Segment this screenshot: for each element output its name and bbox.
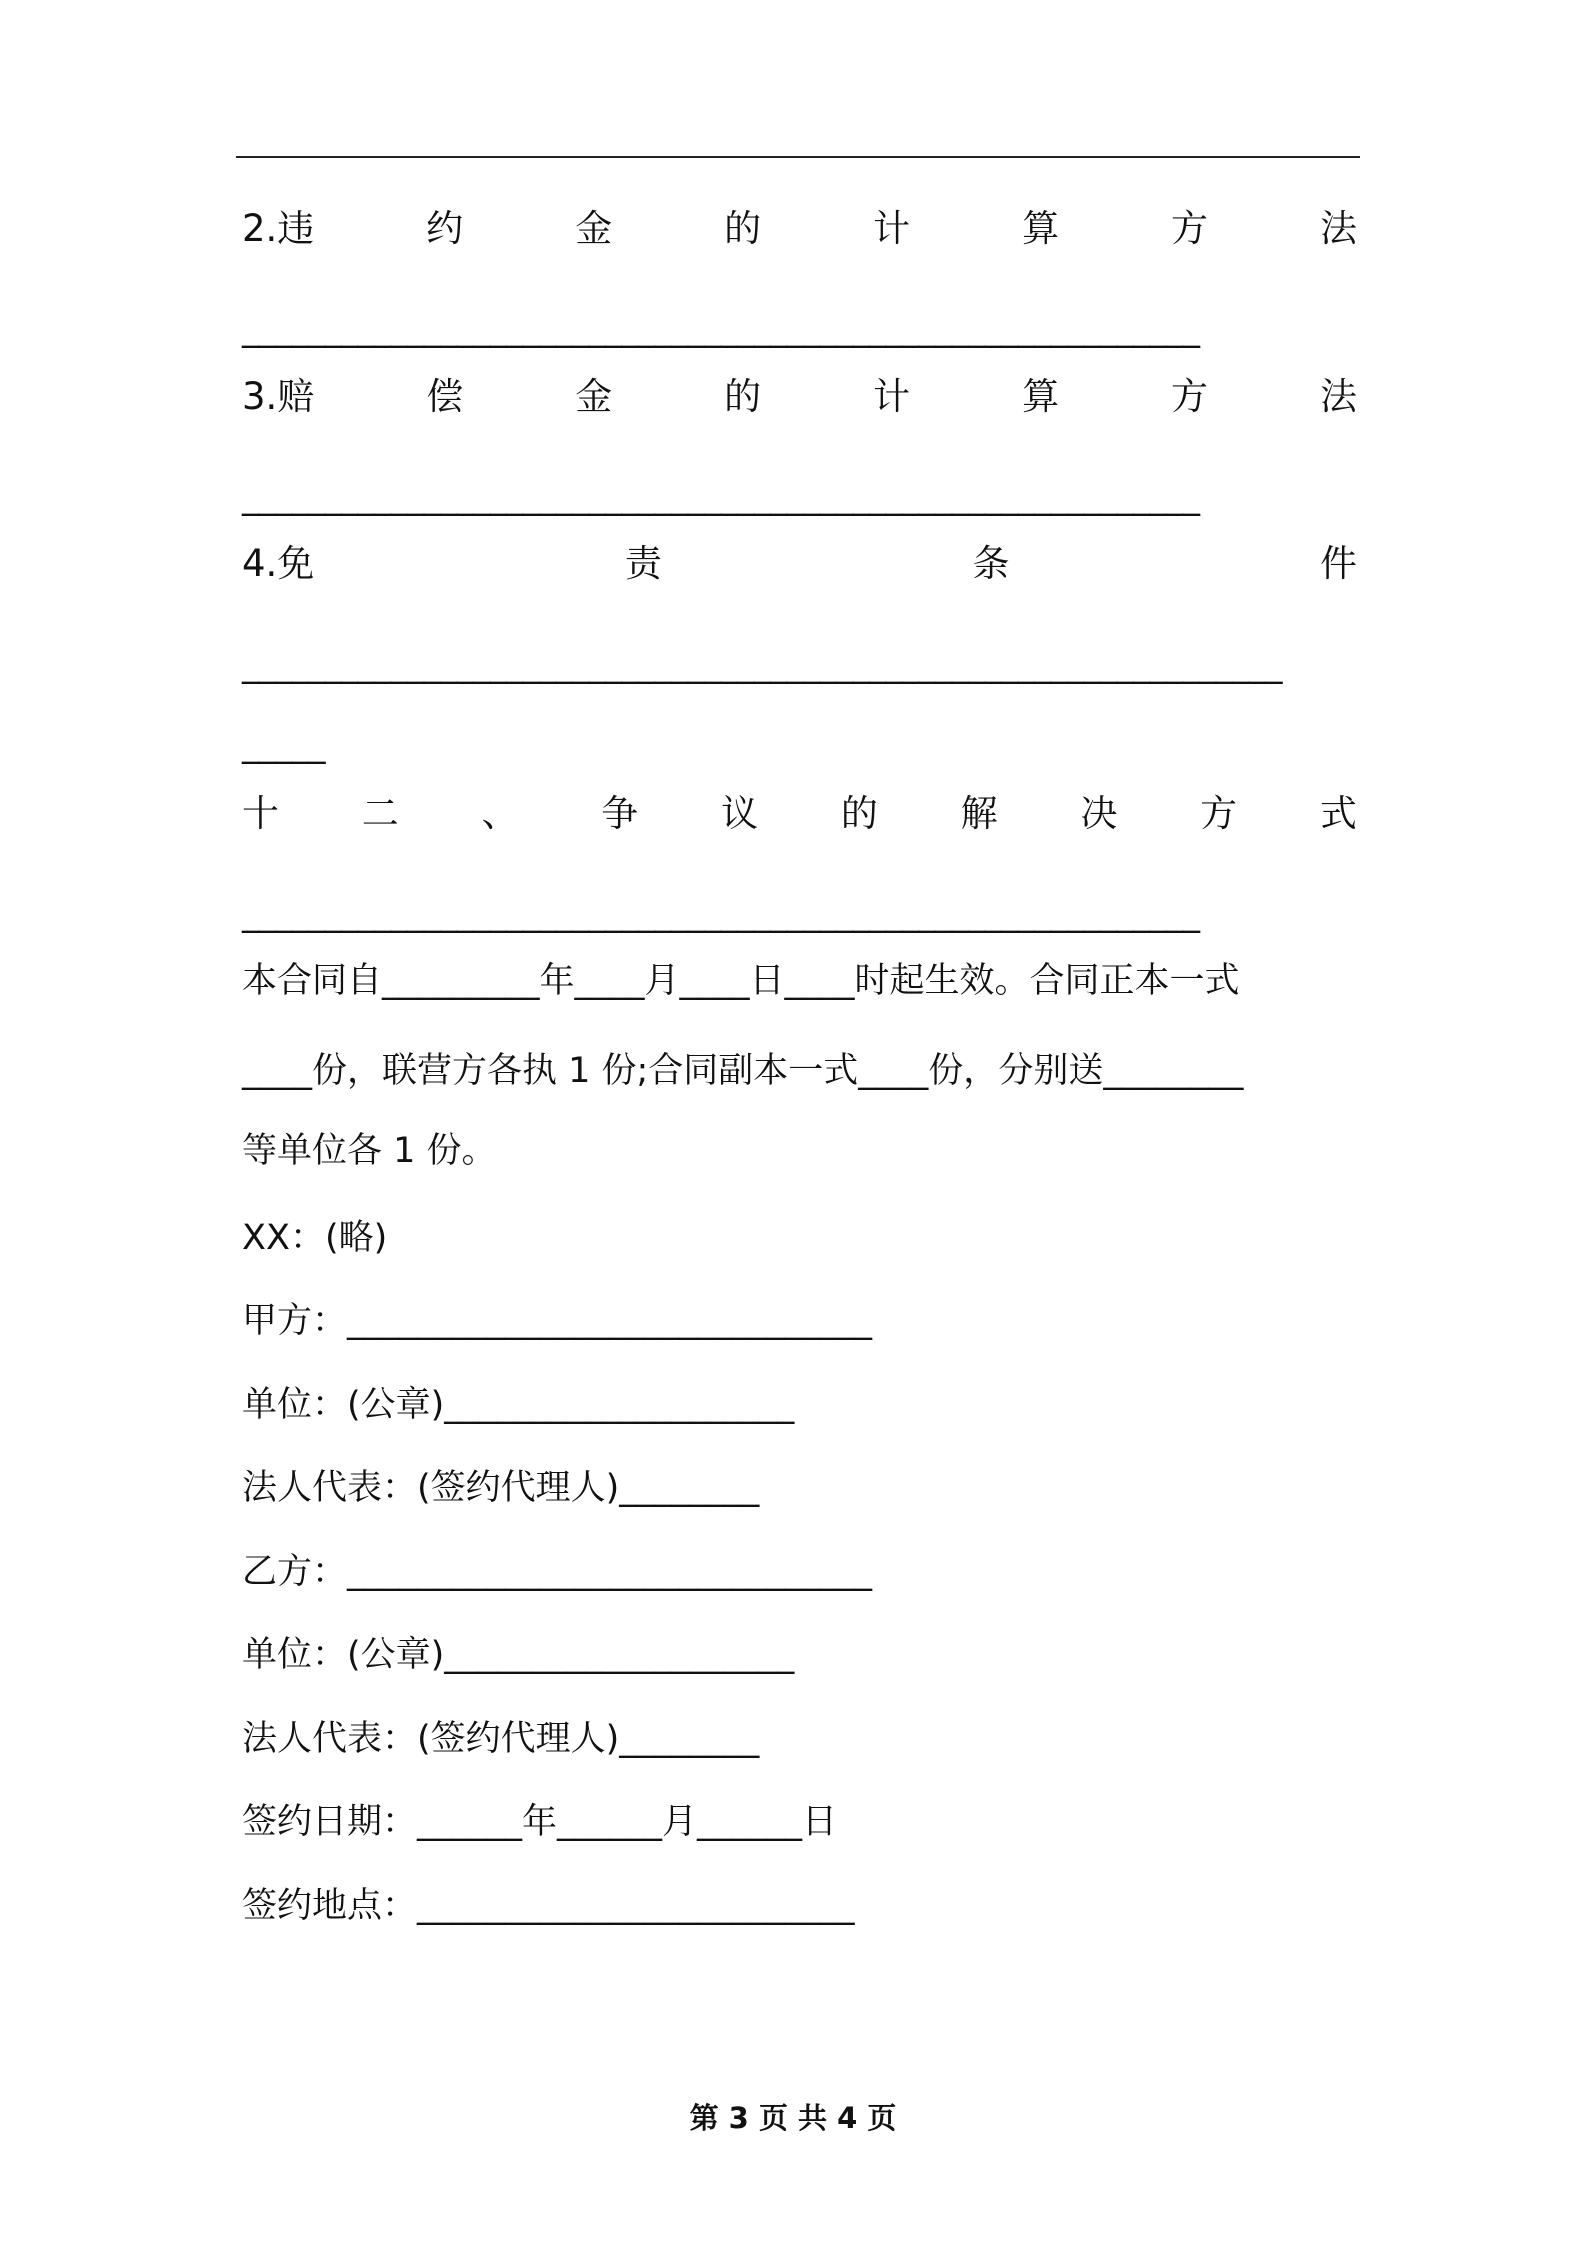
heading-token: 2.违 xyxy=(242,207,315,250)
heading-token: 法 xyxy=(1319,375,1357,418)
page-number: 第 3 页 共 4 页 xyxy=(689,2101,897,2135)
header-rule xyxy=(236,156,1360,158)
heading-token: 的 xyxy=(724,207,762,250)
heading-token: 金 xyxy=(575,207,613,250)
heading-token: 算 xyxy=(1022,375,1060,418)
party-a-line: 甲方：______________________________ xyxy=(242,1301,873,1341)
representative-b-line: 法人代表：(签约代理人)________ xyxy=(242,1719,760,1759)
heading-token: 约 xyxy=(426,207,464,250)
clause-3-blank: __________________________________________________________ xyxy=(242,477,1199,517)
unit-a-line: 单位：(公章)____________________ xyxy=(242,1385,795,1425)
representative-a-line: 法人代表：(签约代理人)________ xyxy=(242,1468,760,1508)
heading-token: 计 xyxy=(873,207,911,250)
heading-token: 争 xyxy=(601,792,639,835)
effect-line-1: 本合同自_________年____月____日____时起生效。合同正本一式 xyxy=(242,961,1240,1001)
heading-token: 议 xyxy=(721,792,759,835)
heading-token: 4.免 xyxy=(242,542,315,585)
clause-4-heading xyxy=(242,537,1357,591)
signing-place-line: 签约地点：_________________________ xyxy=(242,1886,855,1926)
heading-token: 责 xyxy=(624,542,662,585)
party-b-line: 乙方：______________________________ xyxy=(242,1552,873,1592)
signing-date-line: 签约日期：______年______月______日 xyxy=(242,1802,838,1842)
clause-12-blank: __________________________________________________________ xyxy=(242,894,1199,934)
heading-token: 的 xyxy=(840,792,878,835)
heading-token: 偿 xyxy=(426,375,464,418)
heading-token: 式 xyxy=(1319,792,1357,835)
clause-3-heading xyxy=(242,370,1357,424)
heading-token: 二 xyxy=(361,792,399,835)
heading-token: 金 xyxy=(575,375,613,418)
effect-line-2: ____份，联营方各执 1 份;合同副本一式____份，分别送________ xyxy=(242,1051,1244,1091)
heading-token: 法 xyxy=(1319,207,1357,250)
effect-line-3: 等单位各 1 份。 xyxy=(242,1131,497,1171)
xx-line: XX：(略) xyxy=(242,1218,388,1258)
heading-token: 决 xyxy=(1080,792,1118,835)
heading-token: 、 xyxy=(481,792,519,835)
heading-token: 件 xyxy=(1320,542,1357,585)
heading-token: 3.赔 xyxy=(242,375,315,418)
heading-token: 的 xyxy=(724,375,762,418)
heading-token: 计 xyxy=(873,375,911,418)
clause-12-heading xyxy=(242,787,1357,841)
heading-token: 条 xyxy=(972,542,1010,585)
clause-2-blank: __________________________________________________________ xyxy=(242,309,1199,349)
heading-token: 十 xyxy=(242,792,279,835)
heading-token: 解 xyxy=(960,792,998,835)
clause-4-blank: _______________________________________________________________ xyxy=(242,645,1282,685)
heading-token: 算 xyxy=(1022,207,1060,250)
unit-b-line: 单位：(公章)____________________ xyxy=(242,1635,795,1675)
heading-token: 方 xyxy=(1171,207,1209,250)
clause-2-heading xyxy=(242,202,1357,256)
heading-token: 方 xyxy=(1171,375,1209,418)
clause-4-blank-continued: _____ xyxy=(242,725,325,765)
heading-token: 方 xyxy=(1200,792,1238,835)
